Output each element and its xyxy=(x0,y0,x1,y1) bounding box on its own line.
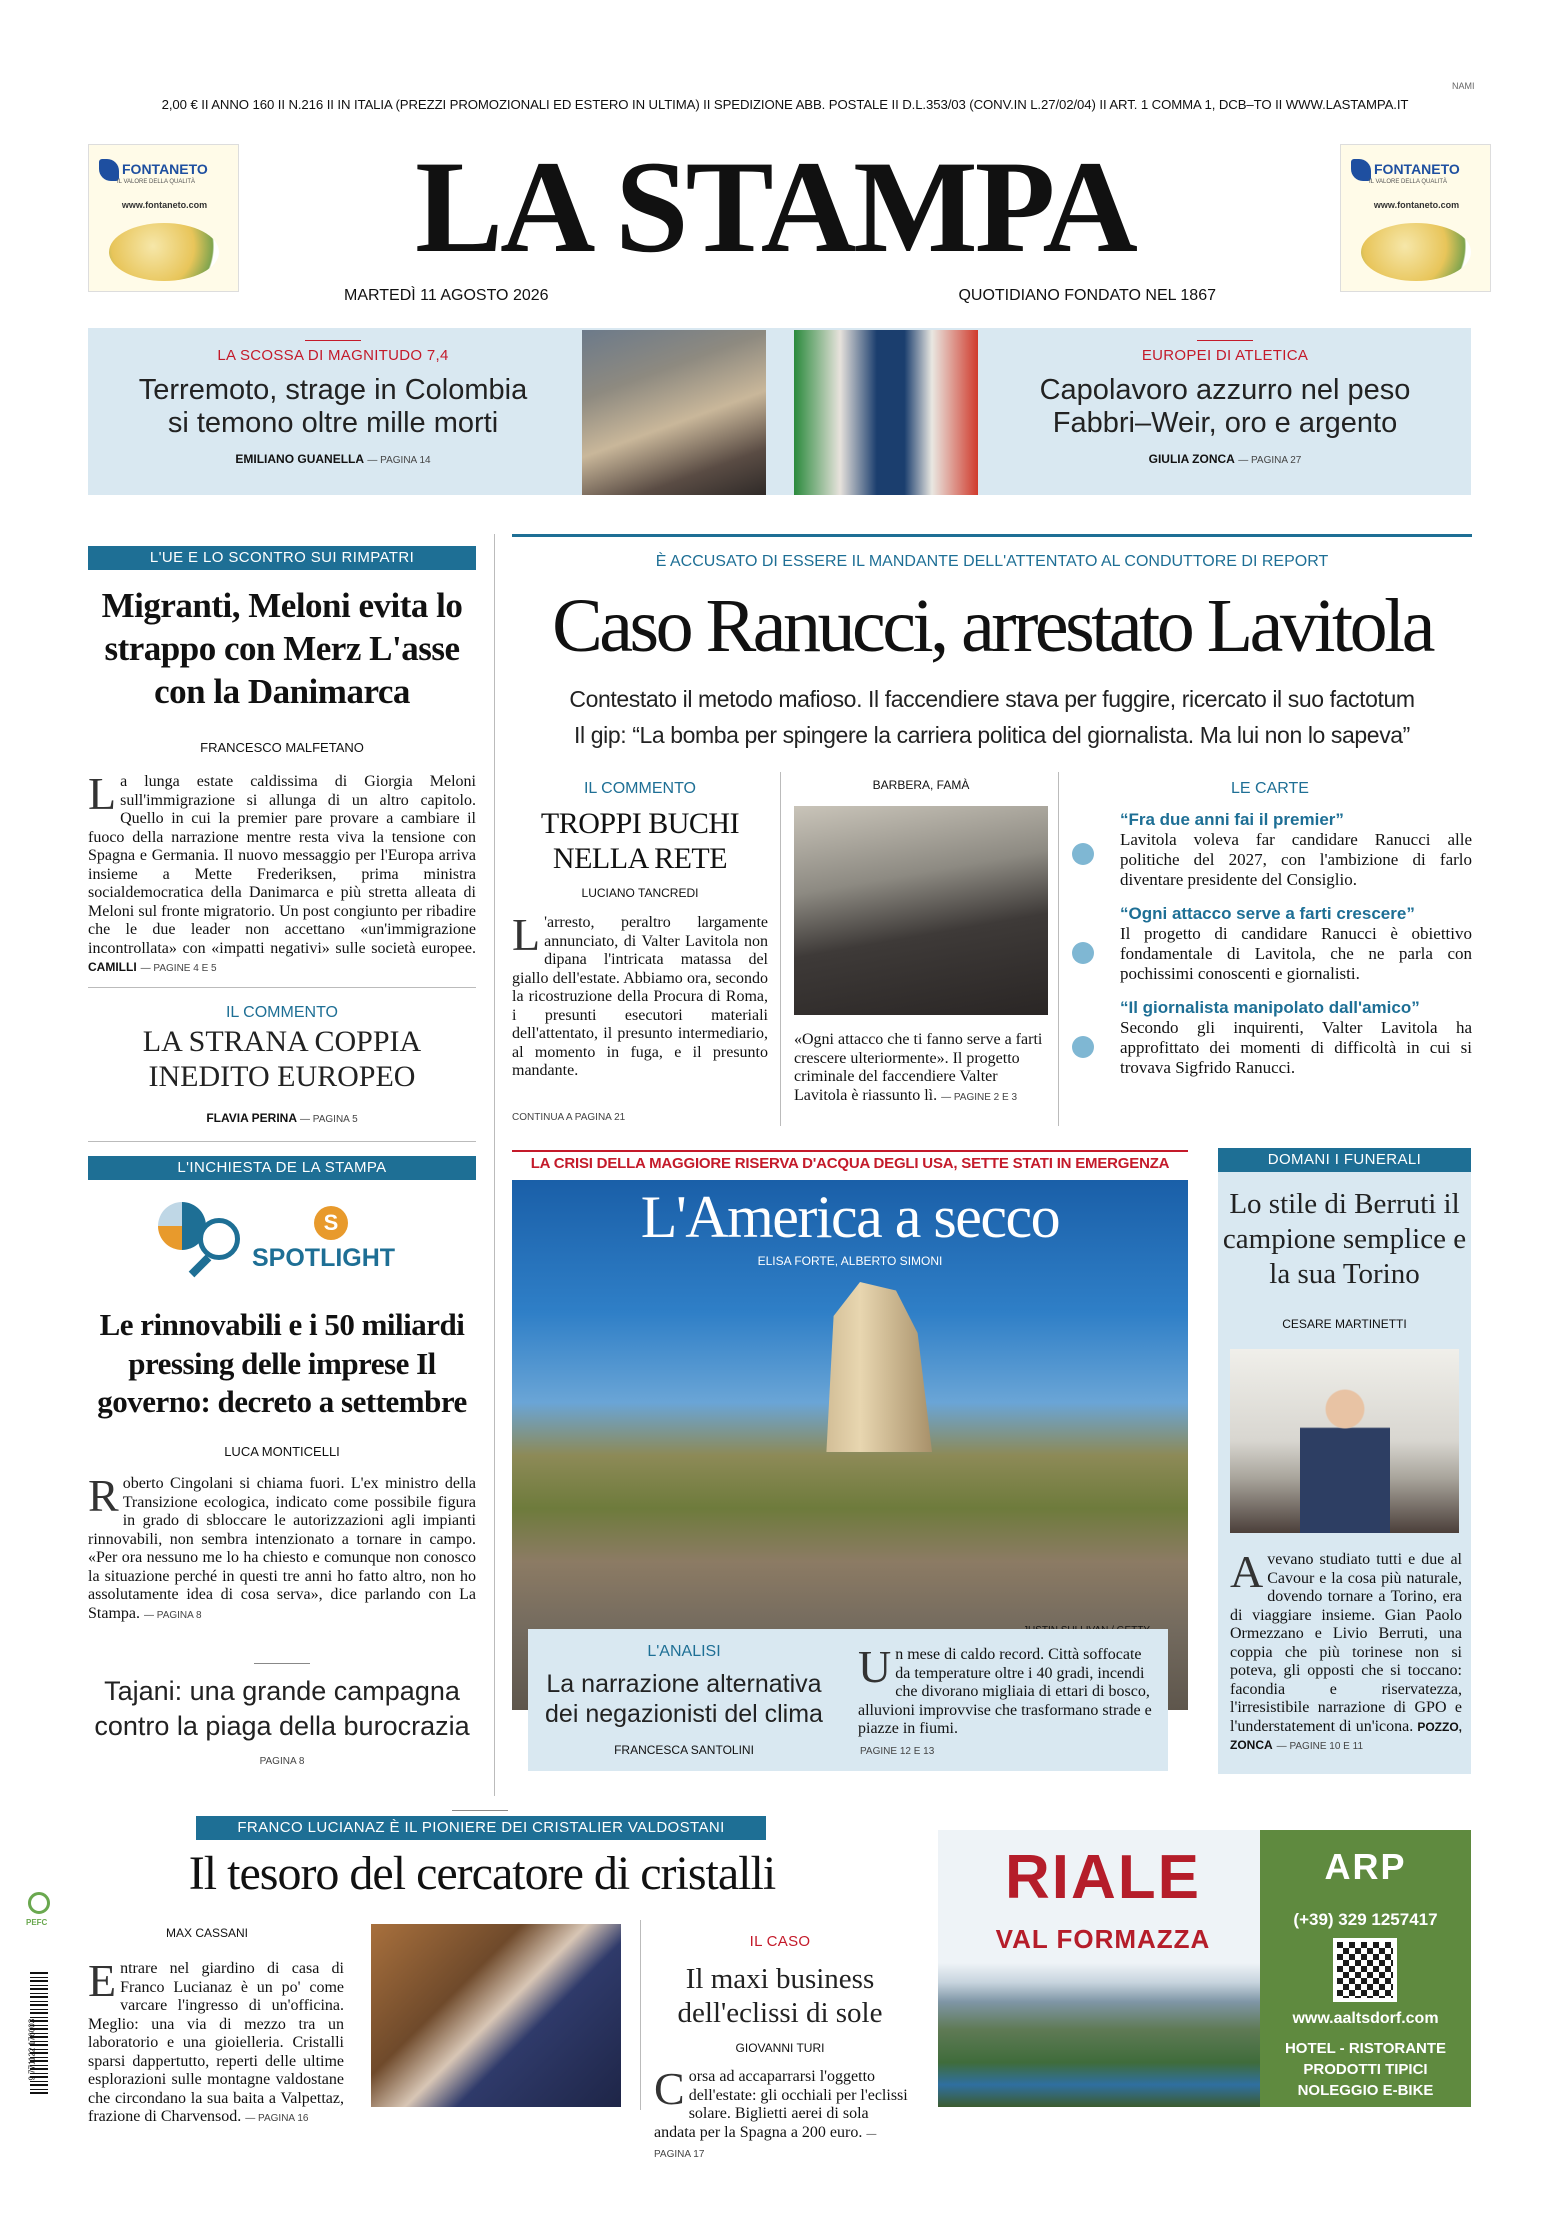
ad-tagline: IL VALORE DELLA QUALITÀ xyxy=(117,179,196,185)
spotlight-logo[interactable] xyxy=(158,1194,428,1286)
page-ref: — PAGINE 4 E 5 xyxy=(140,963,217,974)
caso-article xyxy=(654,2063,908,2165)
food-image xyxy=(109,223,219,281)
dropcap: A xyxy=(1230,1546,1264,1597)
bullet-icon xyxy=(1072,942,1094,964)
headline-migranti[interactable]: Migranti, Meloni evita lo strappo con Merz L'asse con la Danimarca xyxy=(101,586,463,711)
america-title[interactable]: L'America a secco xyxy=(640,1184,1060,1250)
ad-brand: ARP xyxy=(1324,1846,1407,1887)
ad-phone: (+39) 329 1257417 xyxy=(1293,1910,1438,1929)
tajani-title[interactable]: Tajani: una grande campagna contro la piaga della burocrazia xyxy=(94,1676,470,1741)
signature: POZZO, ZONCA xyxy=(1230,1719,1462,1752)
america-kicker: LA CRISI DELLA MAGGIORE RISERVA D'ACQUA DEGLI USA, SETTE STATI IN EMERGENZA xyxy=(530,1155,1170,1172)
comment-page: — PAGINA 5 xyxy=(300,1114,358,1125)
masthead-top-line: 2,00 € II ANNO 160 II N.216 II IN ITALIA (PREZZI PROMOZIONALI ED ESTERO IN ULTIMA) II SPEDIZIONE ABB. POSTALE II D.L.353/03 (CONV.IN L.27/02/04) II ART. 1 COMMA 1, DCB–TO II WWW.LASTAMPA.IT xyxy=(161,97,1409,112)
caso-author: GIOVANNI TURI xyxy=(735,2041,825,2055)
comment-article xyxy=(512,909,768,1081)
page-ref: — PAGINE 10 E 11 xyxy=(1276,1741,1364,1752)
comment-kicker: IL COMMENTO xyxy=(583,780,696,797)
analisi-article xyxy=(858,1641,1156,1739)
section-bar: L'UE E LO SCONTRO SUI RIMPATRI xyxy=(88,546,476,570)
article-text: orsa ad accaparrarsi l'oggetto dell'estate: gli occhiali per l'eclissi solare. Biglietti aerei di sola andata per la Spagna a 200 euro. xyxy=(654,2068,908,2141)
carte-kicker: LE CARTE xyxy=(1231,780,1309,797)
dropcap: U xyxy=(858,1641,892,1692)
carte-list xyxy=(1072,810,1472,1092)
photo-caption xyxy=(794,1031,1048,1107)
america-rule xyxy=(512,1150,1188,1152)
comment-title[interactable]: LA STRANA COPPIA INEDITO EUROPEO xyxy=(142,1025,422,1093)
teaser-title: Terremoto, strage in Colombia si temono oltre mille morti xyxy=(138,374,528,439)
ad-riale-title: RIALE xyxy=(1005,1843,1201,1912)
teaser-byline xyxy=(88,452,578,466)
rock-formation xyxy=(812,1282,932,1452)
headline-berruti[interactable]: Lo stile di Berruti il campione semplice e la sua Torino xyxy=(1222,1188,1467,1290)
carte-item[interactable] xyxy=(1072,998,1472,1092)
carte-item-text: Il progetto di candidare Ranucci è obiettivo fondamentale di Lavitola, che ne parla con pochissimi conoscenti e giornalisti. xyxy=(1120,924,1472,983)
carte-item-title: “Ogni attacco serve a farti crescere” xyxy=(1120,904,1415,923)
dropcap: E xyxy=(88,1955,117,2006)
section-bar: DOMANI I FUNERALI xyxy=(1218,1148,1471,1172)
article-text: ntrare nel giardino di casa di Franco Lucianaz è un po' come varcare l'ingresso di un'officina. Meglio: una via di mezzo tra un laboratorio e una gioielleria. Cristalli sparsi dappertutto, reperti delle ultime esplorazioni sulle montagne valdostane che circondano la sua baita a Valpettaz, frazione di Charvensod. xyxy=(88,1960,344,2125)
byline: MAX CASSANI xyxy=(166,1926,249,1940)
column-divider xyxy=(494,534,495,1796)
photo-lavitola[interactable] xyxy=(794,806,1048,1015)
headline-cristalli[interactable]: Il tesoro del cercatore di cristalli xyxy=(188,1847,776,1900)
section-bar: L'INCHIESTA DE LA STAMPA xyxy=(88,1156,476,1180)
main-headline[interactable]: Caso Ranucci, arrestato Lavitola xyxy=(552,584,1432,668)
magnifier-icon xyxy=(198,1218,240,1260)
teaser-author: GIULIA ZONCA xyxy=(1148,452,1235,466)
ad-fontaneto-left[interactable] xyxy=(88,144,239,292)
photo-credit: BARBERA, FAMÀ xyxy=(872,778,970,792)
article-text: oberto Cingolani si chiama fuori. L'ex ministro della Transizione ecologica, indicato come possibile figura in grado di sbloccare le autorizzazioni agli impianti rinnovabili, non sembra intenzionato a tornare in campo. «Per ora nessuno me lo ha chiesto e comunque non conosco la situazione perché in questi tre anni ho fatto altro, non ho assolutamente idea di cosa serva», dice parlando con La Stampa. xyxy=(88,1475,476,1622)
fontaneto-logo-icon xyxy=(99,159,119,181)
barcode-number: 9 771122 176003 xyxy=(27,2018,37,2081)
teaser-kicker: LA SCOSSA DI MAGNITUDO 7,4 xyxy=(217,347,449,364)
photo-colombia[interactable] xyxy=(582,330,766,495)
ad-formazza: VAL FORMAZZA xyxy=(995,1924,1211,1954)
ad-web: www.aaltsdorf.com xyxy=(1292,2010,1439,2027)
carte-item[interactable] xyxy=(1072,810,1472,904)
photo-athletes[interactable] xyxy=(794,330,978,495)
ad-service: NOLEGGIO E-BIKE xyxy=(1297,2082,1434,2099)
column-divider xyxy=(780,772,781,1126)
ad-brand: FONTANETO xyxy=(122,161,208,177)
ad-riale[interactable] xyxy=(938,1830,1471,2107)
analisi-author: FRANCESCA SANTOLINI xyxy=(614,1743,754,1757)
pefc-logo xyxy=(28,1892,50,1914)
main-top-rule xyxy=(512,534,1472,537)
carte-item-title: “Fra due anni fai il premier” xyxy=(1120,810,1344,829)
teaser-colombia[interactable] xyxy=(88,340,578,466)
food-image xyxy=(1361,223,1471,281)
signature: CAMILLI xyxy=(88,960,137,974)
divider xyxy=(88,987,476,988)
caso-kicker: IL CASO xyxy=(749,1933,811,1950)
caption-page: — PAGINE 2 E 3 xyxy=(941,1091,1018,1103)
teaser-byline xyxy=(980,452,1470,466)
comment-author: FLAVIA PERINA xyxy=(206,1111,298,1125)
analisi-kicker: L'ANALISI xyxy=(647,1643,721,1660)
article-cristalli xyxy=(88,1955,344,2129)
corner-code: NAMI xyxy=(1452,81,1475,91)
article-berruti xyxy=(1230,1546,1462,1757)
carte-item-text: Lavitola voleva far candidare Ranucci alle politiche del 2027, con l'ambizione di farlo diventare presidente del Consiglio. xyxy=(1120,830,1472,889)
ad-url: www.fontaneto.com xyxy=(121,200,208,210)
ad-tagline: IL VALORE DELLA QUALITÀ xyxy=(1369,179,1448,185)
dropcap: L xyxy=(512,909,541,960)
pefc-label: PEFC xyxy=(26,1918,48,1927)
teaser-page: — PAGINA 14 xyxy=(367,455,431,466)
ad-service: HOTEL - RISTORANTE xyxy=(1284,2040,1447,2057)
dropcap: C xyxy=(654,2063,685,2114)
carte-item-text: Secondo gli inquirenti, Valter Lavitola ha approfittato dei momenti di difficoltà in cui si trovava Sigfrido Ranucci. xyxy=(1120,1018,1472,1077)
comment-title[interactable]: TROPPI BUCHI NELLA RETE xyxy=(540,807,740,875)
comment-kicker: IL COMMENTO xyxy=(225,1004,338,1021)
column-divider xyxy=(640,1920,641,2110)
page-ref: — PAGINA 16 xyxy=(245,2113,309,2124)
article-text: vevano studiato tutti e due al Cavour e la cosa più naturale, dovendo tornare a Torino, era di viaggiare insieme. Gian Paolo Ormezzano e Livio Berruti, una coppia che più torinese non si poteva, gli opposti che si toccano: facondia e riservatezza, l'irresistibile narrazione di GPO e l'understatement di un'icona. xyxy=(1230,1551,1462,1735)
article-rinnovabili xyxy=(88,1470,476,1625)
newspaper-title[interactable]: LA STAMPA xyxy=(415,133,1135,280)
continue-ref: CONTINUA A PAGINA 21 xyxy=(512,1112,626,1123)
america-authors: ELISA FORTE, ALBERTO SIMONI xyxy=(757,1254,943,1268)
main-subhead-2: Il gip: “La bomba per spingere la carriera politica del giornalista. Ma lui non lo sapeva” xyxy=(574,722,1410,748)
analisi-title: La narrazione alternativa dei negazionisti del clima xyxy=(545,1670,823,1728)
page-ref: — PAGINA 8 xyxy=(144,1609,202,1621)
founded-line: QUOTIDIANO FONDATO NEL 1867 xyxy=(958,287,1216,304)
column-divider xyxy=(1058,772,1059,1126)
bullet-icon xyxy=(1072,1036,1094,1058)
caso-title[interactable]: Il maxi business dell'eclissi di sole xyxy=(677,1963,883,2029)
byline: LUCA MONTICELLI xyxy=(224,1444,340,1459)
spotlight-label: SPOTLIGHT xyxy=(252,1244,396,1272)
divider xyxy=(88,1141,476,1142)
photo-lucianaz[interactable] xyxy=(371,1924,621,2107)
analisi-page: PAGINE 12 E 13 xyxy=(860,1746,935,1757)
comment-byline xyxy=(88,1111,476,1126)
byline: CESARE MARTINETTI xyxy=(1282,1317,1407,1331)
article-text: 'arresto, peraltro largamente annunciato, di Valter Lavitola non dipana l'intricata matassa del giallo dell'estate. Abbiamo ora, secondo la ricostruzione della Procura di Roma, i presunti esecutori materiali dell'attentato, il presunto intermediario, al momento in fuga, e il presunto mandante. xyxy=(512,914,768,1079)
short-rule xyxy=(254,1663,310,1664)
bullet-icon xyxy=(1072,843,1094,865)
ad-url: www.fontaneto.com xyxy=(1373,200,1460,210)
dropcap: R xyxy=(88,1470,119,1521)
carte-item[interactable] xyxy=(1072,904,1472,998)
person-silhouette xyxy=(1300,1385,1390,1533)
main-subhead-1: Contestato il metodo mafioso. Il faccendiere stava per fuggire, ricercato il suo factotum xyxy=(569,686,1415,712)
tajani-page: PAGINA 8 xyxy=(259,1756,305,1767)
main-kicker: È ACCUSATO DI ESSERE IL MANDANTE DELL'ATTENTATO AL CONDUTTORE DI REPORT xyxy=(655,553,1329,570)
dropcap: L xyxy=(88,768,117,819)
carte-item-title: “Il giornalista manipolato dall'amico” xyxy=(1120,998,1420,1017)
teaser-atletica[interactable] xyxy=(980,340,1470,466)
fontaneto-logo-icon xyxy=(1351,159,1371,181)
teaser-page: — PAGINA 27 xyxy=(1238,455,1302,466)
ad-brand: FONTANETO xyxy=(1374,161,1460,177)
qr-code-icon xyxy=(1333,1938,1397,2002)
issue-date: MARTEDÌ 11 AGOSTO 2026 xyxy=(344,287,549,304)
section-bar: FRANCO LUCIANAZ È IL PIONIERE DEI CRISTALIER VALDOSTANI xyxy=(196,1816,766,1840)
ad-fontaneto-right[interactable] xyxy=(1340,144,1491,292)
comment-author: LUCIANO TANCREDI xyxy=(581,886,699,900)
headline-rinnovabili[interactable]: Le rinnovabili e i 50 miliardi pressing delle imprese Il governo: decreto a settembre xyxy=(97,1307,467,1419)
article-migranti xyxy=(88,768,476,979)
article-text: a lunga estate caldissima di Giorgia Meloni sull'immigrazione si allunga di un altro capitolo. Quello in cui la premier pare provare a cambiare il fuoco della narrazione mentre resta viva la tensione con Spagna e Germania. Il nuovo messaggio per l'Europa arriva insieme a Mette Frederiksen, prima ministra socialdemocratica della Danimarca e più stretta alleata di Meloni sul fronte migratorio. Un post congiunto per ribadire che le due leader non accettano «un'immigrazione incontrollata» con «impatti negativi» sulle società europee. xyxy=(88,773,476,957)
photo-berruti[interactable] xyxy=(1230,1349,1459,1533)
teaser-author: EMILIANO GUANELLA xyxy=(235,452,365,466)
page-ref: — PAGINA 17 xyxy=(654,2128,877,2160)
spotlight-badge: S xyxy=(314,1206,348,1240)
article-text: n mese di caldo record. Città soffocate da temperature oltre i 40 gradi, incendi che divorano migliaia di ettari di bosco, alluvioni improvvise che trasformano strade e piazze in fiumi. xyxy=(858,1646,1152,1737)
short-rule xyxy=(452,1810,508,1811)
byline: FRANCESCO MALFETANO xyxy=(200,740,364,755)
teaser-kicker: EUROPEI DI ATLETICA xyxy=(1141,347,1309,364)
ad-service: PRODOTTI TIPICI xyxy=(1303,2061,1428,2078)
caption-text: «Ogni attacco che ti fanno serve a farti crescere ulteriormente». Il progetto criminale del faccendiere Valter Lavitola è riassunto lì. xyxy=(794,1031,1043,1104)
teaser-title: Capolavoro azzurro nel peso Fabbri–Weir, oro e argento xyxy=(1039,374,1411,439)
